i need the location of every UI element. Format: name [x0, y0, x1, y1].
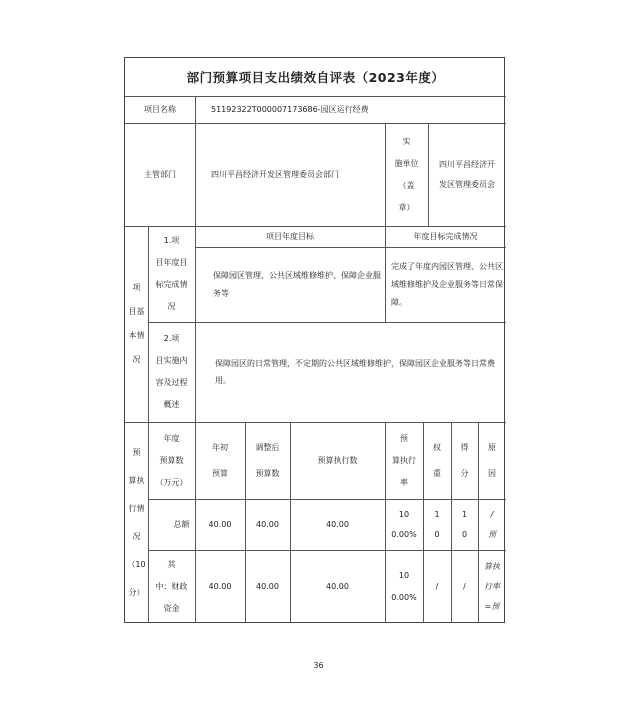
row-fiscal-executed: 40.00	[326, 582, 349, 591]
page-title: 部门预算项目支出绩效自评表（2023年度）	[186, 69, 445, 85]
row-total-rate: 10 0.00%	[391, 509, 417, 539]
goal-label: 1.项 目年度目 标完成情 况	[155, 236, 188, 311]
project-name-value: 51192322T000007173686-园区运行经费	[211, 105, 369, 114]
impl-unit-value: 四川平昌经济开 发区管理委员会	[439, 159, 495, 189]
goal-status-header: 年度目标完成情况	[413, 232, 478, 241]
header-weight: 权 重	[433, 442, 441, 478]
row-fiscal-reason: 算执 行率 =预	[484, 561, 500, 611]
goal-status-text: 完成了年度内园区管理、公共区域维修维护及企业服务等日常保障。	[391, 261, 503, 307]
row-total-label: 总额	[173, 520, 190, 529]
row-total-weight: 1 0	[434, 509, 440, 539]
row-fiscal-score: /	[463, 582, 466, 591]
exec-label: 预 算执 行情 况 （10 分）	[127, 447, 146, 597]
row-total-initial: 40.00	[208, 520, 232, 529]
basic-info-label: 项 目基 本情 况	[128, 283, 145, 364]
row-total-score: 1 0	[461, 509, 468, 539]
header-adjusted: 调整后 预算数	[255, 442, 280, 478]
impl-text: 保障园区的日常管理，不定期的公共区域维修维护，保障园区企业服务等日常费用。	[215, 359, 495, 385]
row-fiscal-weight: /	[435, 582, 439, 591]
header-score: 得 分	[460, 442, 469, 478]
header-executed: 预算执行数	[317, 456, 358, 465]
row-fiscal-initial: 40.00	[208, 582, 232, 591]
page-number: 36	[313, 661, 324, 670]
row-total-adjusted: 40.00	[256, 520, 279, 529]
row-fiscal-label: 其 中：财政 资金	[155, 559, 188, 613]
header-annual: 年度 预算数 （万元）	[155, 433, 188, 487]
dept-value: 四川平昌经济开发区管理委员会部门	[211, 170, 339, 179]
goal-text: 保障园区管理、公共区域维修维护、保障企业服务等	[213, 270, 381, 298]
impl-label: 2.项 目实施内 容及过程 概述	[155, 334, 188, 409]
row-total-executed: 40.00	[326, 520, 349, 529]
header-rate: 预 算执行 率	[392, 433, 416, 487]
dept-label: 主管部门	[144, 170, 176, 179]
row-total-reason: / 预	[488, 509, 496, 539]
header-reason: 原 因	[488, 442, 496, 478]
row-fiscal-adjusted: 40.00	[256, 582, 279, 591]
header-initial: 年初 预算	[212, 442, 228, 478]
project-name-label: 项目名称	[144, 105, 176, 114]
goal-header: 项目年度目标	[266, 232, 314, 241]
performance-table	[124, 57, 505, 623]
row-fiscal-rate: 10 0.00%	[391, 570, 417, 602]
impl-unit-label: 实 施单位 （盖 章）	[394, 136, 419, 212]
